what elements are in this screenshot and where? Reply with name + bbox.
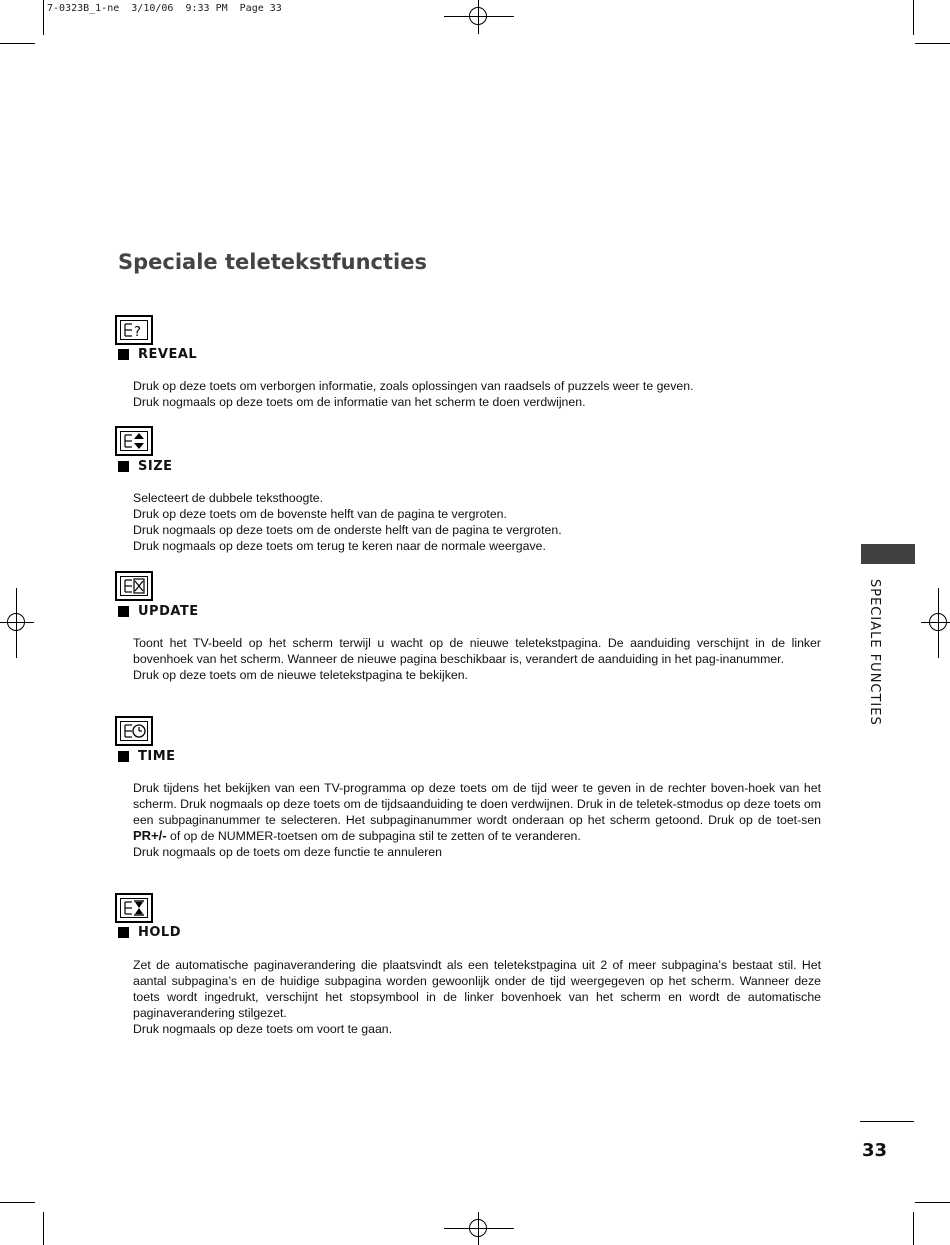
size-icon bbox=[115, 426, 153, 456]
time-description: Druk tijdens het bekijken van een TV-programma op deze toets om de tijd weer te geven in de rechter boven-hoek van het scherm. Druk nogmaals op deze toets om de tijdsaanduiding te doen verdwijnen. Druk in de teletek-stmodus op deze toets om een subpaginanummer te selecteren. Het subpaginanummer wordt onderaan op het scherm getoond. Druk op de toet-sen PR+/- of op de NUMMER-toetsen om de subpagina stil te zetten of te veranderen. Druk nogmaals op de toets om deze functie te annuleren bbox=[133, 781, 821, 860]
bullet-square-icon bbox=[118, 461, 129, 472]
page-number: 33 bbox=[861, 1140, 887, 1161]
page-title: Speciale teletekstfuncties bbox=[118, 250, 427, 274]
chapter-tab bbox=[861, 544, 915, 564]
hold-description: Zet de automatische paginaverandering die plaatsvindt als een teletekstpagina uit 2 of meer subpagina’s bestaat stil. Het aantal subpagina’s en de huidige subpagina worden gewoonlijk onder de tijd weergegeven op het scherm. Wanneer deze toets wordt ingedrukt, verschijnt het stopsymbool in de linker bovenhoek van het scherm en wordt de automatische paginaverandering stilgezet. Druk nogmaals op deze toets om voort te gaan. bbox=[133, 958, 821, 1037]
reveal-icon bbox=[115, 315, 153, 345]
svg-text:?: ? bbox=[134, 325, 141, 339]
size-heading: SIZE bbox=[118, 458, 173, 474]
reveal-heading: REVEAL bbox=[118, 346, 197, 362]
crop-mark bbox=[0, 43, 35, 44]
bullet-square-icon bbox=[118, 606, 129, 617]
reveal-description: Druk op deze toets om verborgen informatie, zoals oplossingen van raadsels of puzzels weer te geven. Druk nogmaals op deze toets om de informatie van het scherm te doen verdwijnen. bbox=[133, 379, 694, 410]
hold-heading: HOLD bbox=[118, 924, 181, 940]
crop-mark bbox=[43, 1212, 44, 1245]
chapter-label: SPECIALE FUNCTIES bbox=[867, 579, 882, 726]
time-heading: TIME bbox=[118, 748, 176, 764]
size-description: Selecteert de dubbele teksthoogte. Druk op deze toets om de bovenste helft van de pagina te vergroten. Druk nogmaals op deze toets om de onderste helft van de pagina te vergroten. Druk nogmaals op deze toets om terug te keren naar de normale weergave. bbox=[133, 491, 562, 554]
bullet-square-icon bbox=[118, 927, 129, 938]
crop-mark bbox=[913, 0, 914, 35]
crop-mark bbox=[43, 0, 44, 35]
crop-mark bbox=[0, 1202, 35, 1203]
bullet-square-icon bbox=[118, 349, 129, 360]
crop-mark bbox=[913, 1212, 914, 1245]
hold-icon bbox=[115, 893, 153, 923]
update-description: Toont het TV-beeld op het scherm terwijl u wacht op de nieuwe teletekstpagina. De aanduiding verschijnt in de linker bovenhoek van het scherm. Wanneer de nieuwe pagina beschikbaar is, verandert de aanduiding in het pag-inanummer. Druk op deze toets om de nieuwe teletekstpagina te bekijken. bbox=[133, 636, 821, 683]
print-slug: 7-0323B_1-ne 3/10/06 9:33 PM Page 33 bbox=[47, 3, 282, 14]
crop-mark bbox=[915, 43, 950, 44]
pr-plus-minus-label: PR+/- bbox=[133, 828, 167, 844]
update-heading: UPDATE bbox=[118, 603, 199, 619]
page-number-rule bbox=[860, 1121, 914, 1122]
update-icon bbox=[115, 571, 153, 601]
bullet-square-icon bbox=[118, 751, 129, 762]
crop-mark bbox=[915, 1202, 950, 1203]
time-icon bbox=[115, 716, 153, 746]
